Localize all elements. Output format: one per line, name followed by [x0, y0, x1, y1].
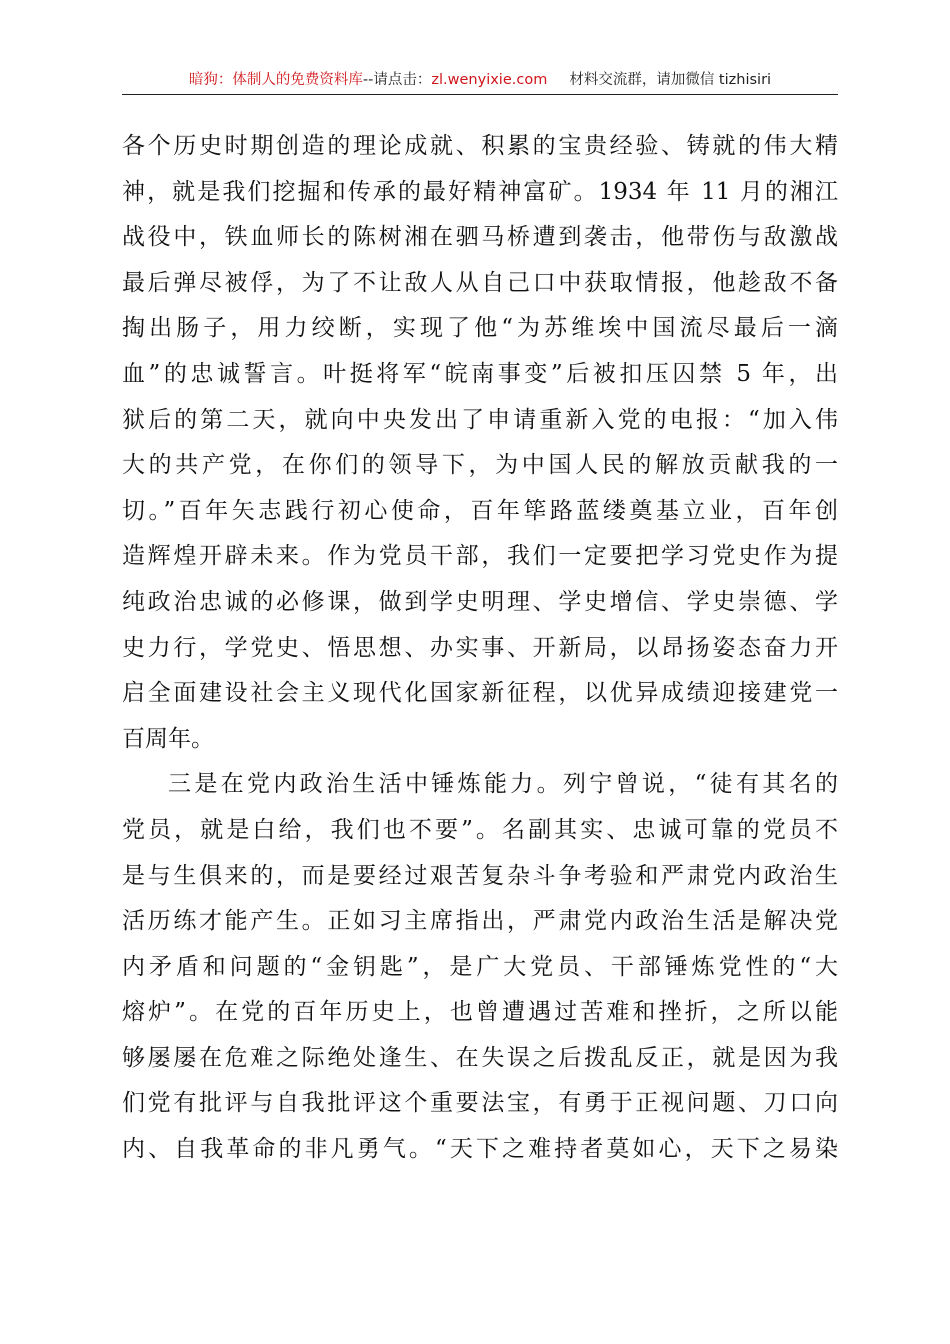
text-line: 够屡屡在危难之际绝处逢生、在失误之后拨乱反正，就是因为我 — [122, 1044, 838, 1071]
text-line: 熔炉”。在党的百年历史上，也曾遭遇过苦难和挫折，之所以能 — [122, 999, 838, 1026]
text-line: 启全面建设社会主义现代化国家新征程，以优异成绩迎接建党一 — [122, 680, 838, 707]
document-body — [122, 124, 838, 1173]
header-click-prompt: --请点击： — [362, 72, 432, 88]
text-line: 切。”百年矢志践行初心使命，百年筚路蓝缕奠基立业，百年创 — [122, 497, 838, 524]
text-line: 战役中，铁血师长的陈树湘在驷马桥遭到袭击，他带伤与敌激战 — [122, 224, 838, 251]
header-wechat-note: 材料交流群，请加微信 tizhisiri — [569, 72, 772, 88]
text-line: 三是在党内政治生活中锤炼能力。列宁曾说，“徒有其名的 — [168, 771, 838, 798]
paragraph-2 — [122, 762, 838, 1172]
paragraph-1 — [122, 124, 838, 762]
header-url-link[interactable]: zl.wenyixie.com — [431, 72, 548, 88]
text-line: 内矛盾和问题的“金钥匙”，是广大党员、干部锤炼党性的“大 — [122, 953, 838, 980]
text-line: 们党有批评与自我批评这个重要法宝，有勇于正视问题、刀口向 — [122, 1090, 838, 1117]
text-line: 掏出肠子，用力绞断，实现了他“为苏维埃中国流尽最后一滴 — [122, 315, 838, 342]
page-header — [122, 66, 838, 95]
text-line: 血”的忠诚誓言。叶挺将军“皖南事变”后被扣压囚禁 5 年，出 — [122, 360, 838, 387]
text-line: 百周年。 — [122, 725, 214, 752]
text-line: 党员，就是白给，我们也不要”。名副其实、忠诚可靠的党员不 — [122, 816, 838, 843]
text-line: 造辉煌开辟未来。作为党员干部，我们一定要把学习党史作为提 — [122, 543, 838, 570]
text-line: 各个历史时期创造的理论成就、积累的宝贵经验、铸就的伟大精 — [122, 133, 838, 159]
text-line: 大的共产党，在你们的领导下，为中国人民的解放贡献我的一 — [122, 452, 838, 479]
text-line: 活历练才能产生。正如习主席指出，严肃党内政治生活是解决党 — [122, 908, 838, 935]
text-line: 最后弹尽被俘，为了不让敌人从自己口中获取情报，他趁敌不备 — [122, 269, 838, 296]
text-line: 史力行，学党史、悟思想、办实事、开新局，以昂扬姿态奋力开 — [122, 634, 838, 661]
header-site-name: 暗狗：体制人的免费资料库 — [188, 72, 363, 88]
text-line: 狱后的第二天，就向中央发出了申请重新入党的电报：“加入伟 — [122, 406, 838, 433]
text-line: 是与生俱来的，而是要经过艰苦复杂斗争考验和严肃党内政治生 — [122, 862, 838, 889]
text-line: 内、自我革命的非凡勇气。“天下之难持者莫如心，天下之易染 — [122, 1136, 838, 1163]
text-line: 纯政治忠诚的必修课，做到学史明理、学史增信、学史崇德、学 — [122, 588, 838, 615]
text-line: 神，就是我们挖掘和传承的最好精神富矿。1934 年 11 月的湘江 — [122, 178, 838, 205]
